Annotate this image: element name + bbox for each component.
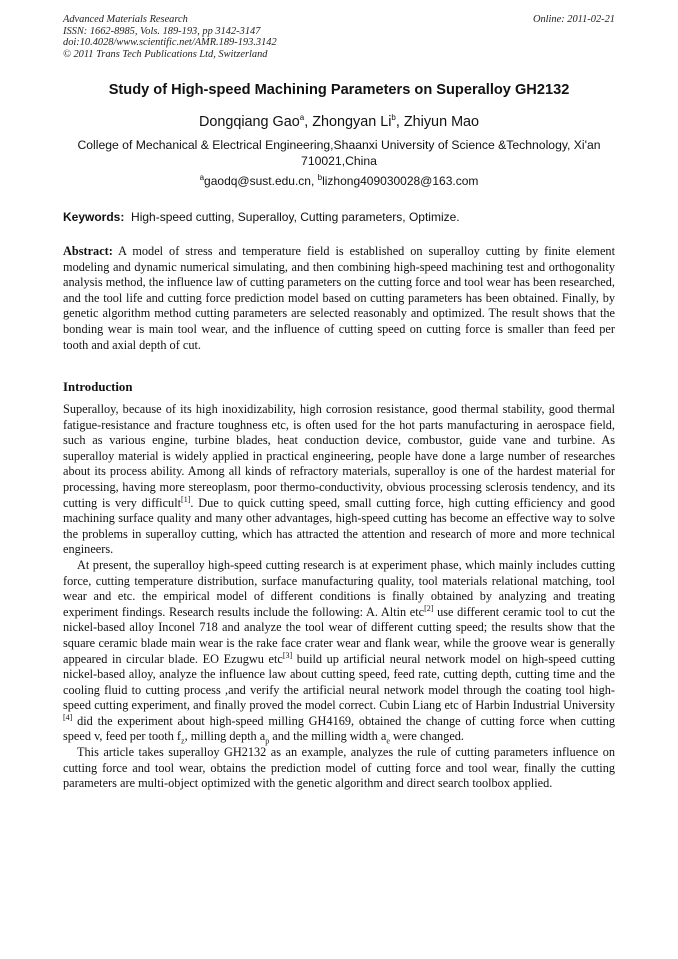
affiliation: College of Mechanical & Electrical Engineering,Shaanxi University of Science &Technology, Xi'an 710021,China	[77, 138, 601, 168]
keywords	[63, 210, 615, 224]
email-address[interactable]: gaodq@sust.edu.cn	[204, 174, 311, 188]
subscript: z	[181, 736, 185, 746]
paragraph-text: and the milling width a	[269, 729, 387, 744]
author-separator: ,	[304, 114, 313, 130]
paragraph-text: , milling depth a	[184, 729, 266, 744]
email-mark: b	[317, 173, 323, 182]
copyright-line: © 2011 Trans Tech Publications Ltd, Switzerland	[63, 48, 268, 60]
subscript: e	[386, 736, 390, 746]
paragraph-text: build up artificial neural network model on high-speed cutting nickel-based alloy, analyze the influence law about cutting speed, feed rate, cutting depth, cutting time and the cooling fluid to cutting process ,and verify the artificial neural network model through the coating tool high-speed cutting experiment, and finally proved the model correct. Cubin Liang etc of Harbin Industrial University	[63, 651, 615, 713]
email-separator: ,	[310, 174, 318, 188]
author-affil-mark: a	[299, 113, 305, 123]
author-separator: ,	[395, 114, 404, 130]
doi-line: doi:10.4028/www.scientific.net/AMR.189-193.3142	[63, 37, 277, 49]
journal-header	[63, 14, 615, 60]
email-address[interactable]: lizhong409030028@163.com	[322, 174, 479, 188]
abstract	[63, 244, 615, 353]
author-affil-mark: b	[391, 113, 396, 123]
author-name: Zhongyan Li	[312, 114, 392, 130]
author-emails	[50, 174, 628, 188]
paragraph-text: were changed.	[389, 729, 465, 744]
abstract-label: Abstract:	[63, 244, 113, 258]
issn-line: ISSN: 1662-8985, Vols. 189-193, pp 3142-3147	[63, 25, 261, 37]
paragraph-text: . Due to quick cutting speed, small cutting force, high cutting efficiency and good machining surface quality and many other advantages, high-speed cutting has become an effective way to solve the problems in superalloy cutting, which has attracted the attention and research of more and more technical engineers.	[63, 495, 615, 557]
citation: [2]	[424, 603, 434, 613]
author-name: Dongqiang Gao	[198, 114, 300, 130]
introduction-body	[63, 402, 615, 792]
paragraph: This article takes superalloy GH2132 as an example, analyzes the rule of cutting parameters influence on cutting force and tool wear, obtains the prediction model of cutting force and tool wear, finally the cutting parameters are multi-object optimized with the genetic algorithm and direct search toolbox applied.	[63, 745, 615, 791]
online-date: Online: 2011-02-21	[532, 14, 615, 25]
paragraph	[63, 558, 615, 745]
citation: [4]	[63, 712, 73, 722]
email-mark: a	[199, 173, 205, 182]
paragraph	[63, 402, 615, 558]
paragraph-text: At present, the superalloy high-speed cutting research is at experiment phase, which mainly includes cutting force, cutting temperature distribution, surface manufacturing quality, tool materials relational matching, tool wear and etc. the empirical model of different conditions is finally obtained by analyzing and treating experiment findings. Research results include the following: A. Altin etc	[63, 557, 615, 619]
abstract-text: A model of stress and temperature field is established on superalloy cutting by finite element modeling and dynamic numerical simulating, and then combining high-speed machining test and orthogonality analysis method, the influence law of cutting parameters on the cutting force and tool wear has been researched, and the tool life and cutting force prediction model based on cutting parameters has been obtained. Finally, by genetic algorithm method cutting parameters are selected reasonably and optimized. The result shows that the bonding wear is main tool wear, and the influence of cutting speed on cutting force is smaller than feed per tooth and axial depth of cut.	[63, 244, 615, 352]
citation: [3]	[282, 650, 293, 660]
journal-name: Advanced Materials Research	[63, 14, 188, 25]
keywords-label: Keywords:	[63, 210, 125, 224]
citation: [1]	[181, 494, 191, 504]
paragraph-text: did the experiment about high-speed milling GH4169, obtained the change of cutting force when cutting speed v, feed per tooth f	[63, 713, 615, 744]
author-list	[50, 114, 628, 130]
subscript: p	[265, 736, 270, 746]
keywords-text: High-speed cutting, Superalloy, Cutting parameters, Optimize.	[131, 210, 460, 224]
paragraph-text: use different ceramic tool to cut the nickel-based alloy Inconel 718 and analyze the tool wear of different cutting speed; the results show that the square ceramic blade main wear is the rake face crater wear and flank wear, while the groove wear is generally appeared in circular blade. EO Ezugwu etc	[63, 604, 615, 666]
paper-title: Study of High-speed Machining Parameters on Superalloy GH2132	[108, 82, 570, 98]
author-name: Zhiyun Mao	[403, 114, 480, 130]
paragraph-text: Superalloy, because of its high inoxidizability, high corrosion resistance, good thermal stability, good thermal fatigue-resistance and fracture toughness etc, is often used for the hot parts manufacturing in aerospace field, such as various engine, turbine blades, heat conduction device, combustor, guide vane and turbine. As superalloy material is widely applied in practical engineering, people have done a large number of researches about its process ability. Among all kinds of refractory materials, superalloy is one of the hardest material for processing, having more stereoplasm, poor thermo-conductivity, obvious processing sclerosis tendency, and its cutting is very difficult	[63, 402, 615, 510]
section-heading-introduction: Introduction	[63, 380, 133, 394]
